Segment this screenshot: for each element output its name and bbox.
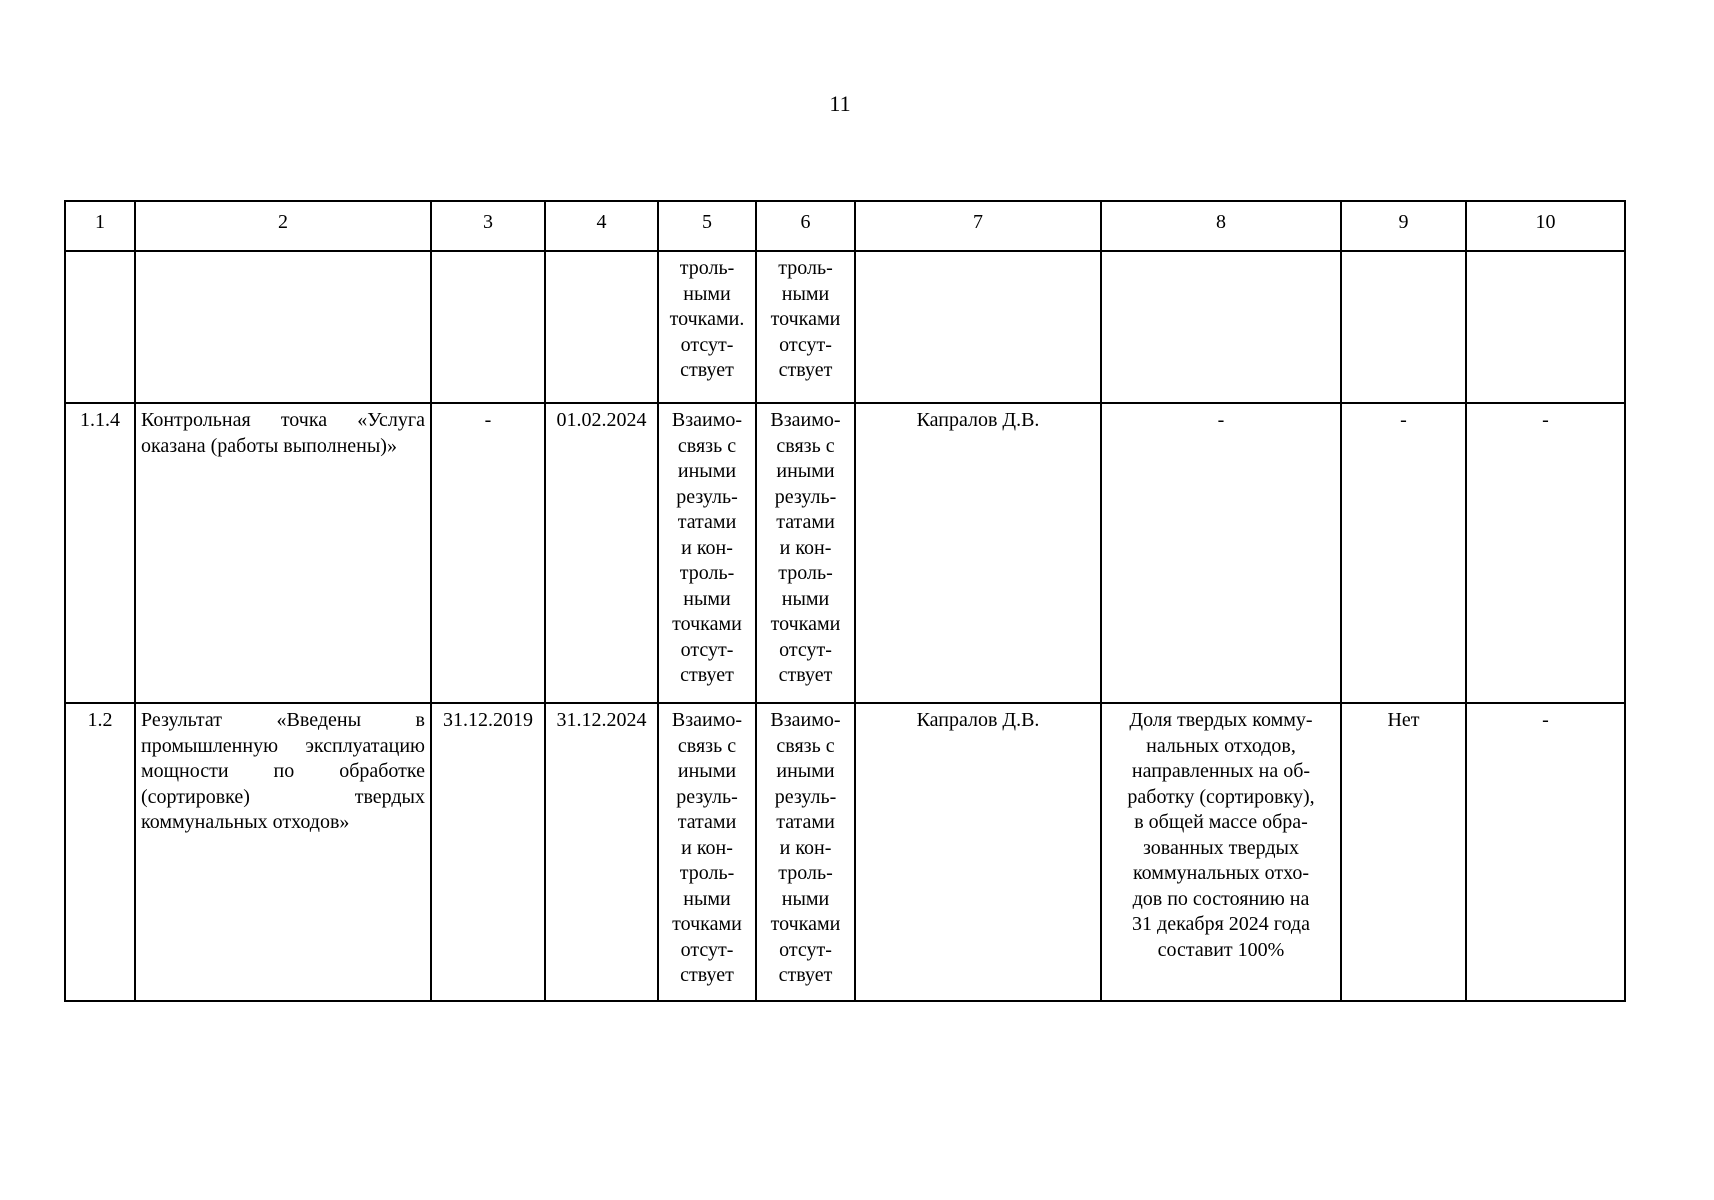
header-cell-4: 4 (545, 201, 658, 251)
cell-start-date: 31.12.2019 (431, 703, 545, 1001)
header-cell-5: 5 (658, 201, 756, 251)
cell-name: Контрольная точка «Услуга оказана (работы выполнены)» (135, 403, 431, 703)
page-number: 11 (829, 91, 851, 116)
header-cell-9: 9 (1341, 201, 1466, 251)
table-row (65, 403, 1625, 703)
cell-successor: Взаимо- связь с иными резуль- татами и кон- троль- ными точками отсут- ствует (756, 403, 855, 703)
cell-result-description: - (1101, 403, 1341, 703)
cell-end-date: 01.02.2024 (545, 403, 658, 703)
cell-predecessor: троль- ными точками. отсут- ствует (658, 251, 756, 403)
cell-name: Результат «Введены в промышленную эксплуатацию мощности по обработке (сортировке) твердых коммунальных отходов» (135, 703, 431, 1001)
table-row (65, 703, 1625, 1001)
header-cell-3: 3 (431, 201, 545, 251)
cell-start-date: - (431, 403, 545, 703)
cell-number (65, 251, 135, 403)
cell-number: 1.1.4 (65, 403, 135, 703)
cell-result-description: Доля твердых комму- нальных отходов, направленных на об- работку (сортировку), в общей массе обра- зованных твердых коммунальных отхо- дов по состоянию на 31 декабря 2024 года составит 100% (1101, 703, 1341, 1001)
cell-col10: - (1466, 703, 1625, 1001)
cell-col9: Нет (1341, 703, 1466, 1001)
header-cell-6: 6 (756, 201, 855, 251)
header-cell-1: 1 (65, 201, 135, 251)
cell-result-description (1101, 251, 1341, 403)
header-cell-7: 7 (855, 201, 1101, 251)
cell-end-date (545, 251, 658, 403)
cell-responsible (855, 251, 1101, 403)
table-row (65, 251, 1625, 403)
cell-name (135, 251, 431, 403)
cell-predecessor: Взаимо- связь с иными резуль- татами и кон- троль- ными точками отсут- ствует (658, 703, 756, 1001)
header-cell-8: 8 (1101, 201, 1341, 251)
cell-col10: - (1466, 403, 1625, 703)
cell-responsible: Капралов Д.В. (855, 703, 1101, 1001)
cell-predecessor: Взаимо- связь с иными резуль- татами и кон- троль- ными точками отсут- ствует (658, 403, 756, 703)
cell-successor: Взаимо- связь с иными резуль- татами и кон- троль- ными точками отсут- ствует (756, 703, 855, 1001)
cell-col10 (1466, 251, 1625, 403)
cell-col9 (1341, 251, 1466, 403)
header-cell-10: 10 (1466, 201, 1625, 251)
cell-number: 1.2 (65, 703, 135, 1001)
cell-successor: троль- ными точками отсут- ствует (756, 251, 855, 403)
cell-end-date: 31.12.2024 (545, 703, 658, 1001)
document-table (64, 200, 1626, 1002)
table-header-row (65, 201, 1625, 251)
cell-col9: - (1341, 403, 1466, 703)
header-cell-2: 2 (135, 201, 431, 251)
cell-responsible: Капралов Д.В. (855, 403, 1101, 703)
cell-start-date (431, 251, 545, 403)
